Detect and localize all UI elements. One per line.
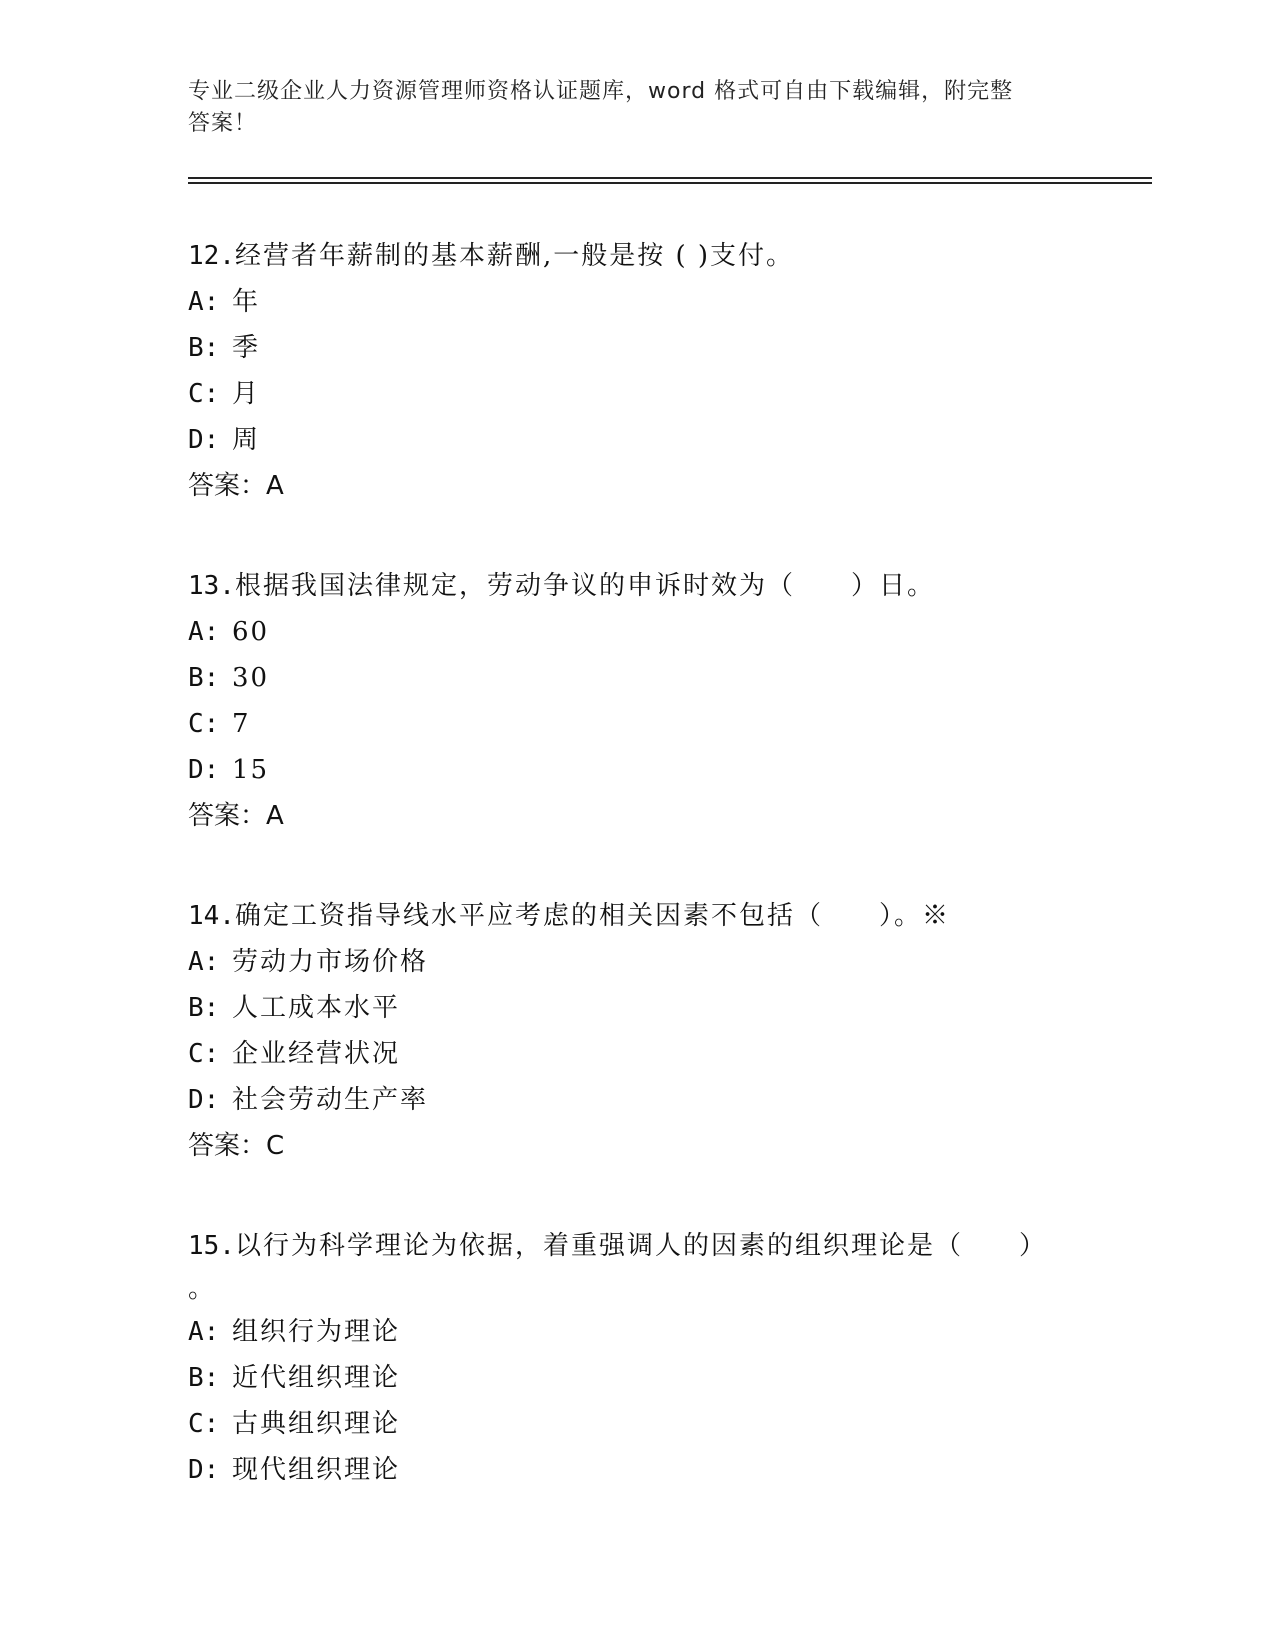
option-text: 人工成本水平 <box>232 993 401 1023</box>
question-title <box>188 233 1088 279</box>
answer-line: 答案：A <box>188 471 284 501</box>
option-key: A: <box>188 947 220 977</box>
header-line-1: 专业二级企业人力资源管理师资格认证题库，word 格式可自由下载编辑，附完整 <box>188 79 1014 104</box>
option-key: C: <box>188 709 220 739</box>
option-text: 15 <box>232 755 270 785</box>
option-text: 30 <box>232 663 270 693</box>
option-b <box>188 1355 1088 1401</box>
option-text: 月 <box>232 379 261 409</box>
option-c <box>188 371 1088 417</box>
option-d <box>188 1077 1088 1123</box>
option-key: B: <box>188 993 220 1023</box>
option-key: B: <box>188 333 220 363</box>
header-line-2: 答案！ <box>188 111 258 136</box>
option-key: D: <box>188 1455 220 1485</box>
option-key: A: <box>188 1317 220 1347</box>
question-15 <box>188 1223 1088 1493</box>
option-d <box>188 417 1088 463</box>
option-text: 周 <box>232 425 261 455</box>
question-13 <box>188 563 1088 839</box>
option-d <box>188 1447 1088 1493</box>
option-b <box>188 325 1088 371</box>
option-text: 7 <box>232 709 251 739</box>
question-title <box>188 563 1088 609</box>
question-number: 15. <box>188 1231 235 1261</box>
question-number: 14. <box>188 901 235 931</box>
option-a <box>188 279 1088 325</box>
option-key: C: <box>188 379 220 409</box>
question-text: 确定工资指导线水平应考虑的相关因素不包括（ ）。※ <box>234 901 950 931</box>
question-14 <box>188 893 1088 1169</box>
option-c <box>188 1031 1088 1077</box>
option-text: 社会劳动生产率 <box>232 1085 429 1115</box>
option-text: 季 <box>232 333 261 363</box>
question-text: 经营者年薪制的基本薪酬,一般是按 ( )支付。 <box>234 241 795 271</box>
question-list <box>188 233 1088 1547</box>
option-b <box>188 655 1088 701</box>
option-key: A: <box>188 617 220 647</box>
document-header <box>188 76 1068 140</box>
question-title <box>188 893 1088 939</box>
option-key: D: <box>188 1085 220 1115</box>
option-a <box>188 609 1088 655</box>
option-key: B: <box>188 663 220 693</box>
option-text: 近代组织理论 <box>232 1363 401 1393</box>
header-divider-top <box>188 177 1152 179</box>
option-a <box>188 1309 1088 1355</box>
option-text: 古典组织理论 <box>232 1409 401 1439</box>
question-text: 以行为科学理论为依据，着重强调人的因素的组织理论是（ ） <box>234 1231 1047 1261</box>
question-text: 根据我国法律规定，劳动争议的申诉时效为（ ）日。 <box>234 571 935 601</box>
option-key: C: <box>188 1409 220 1439</box>
option-c <box>188 1401 1088 1447</box>
answer-line: 答案：C <box>188 1131 285 1161</box>
option-key: B: <box>188 1363 220 1393</box>
question-number: 12. <box>188 241 235 271</box>
option-text: 年 <box>232 287 261 317</box>
option-text: 组织行为理论 <box>232 1317 401 1347</box>
option-text: 劳动力市场价格 <box>232 947 429 977</box>
question-number: 13. <box>188 571 235 601</box>
option-d <box>188 747 1088 793</box>
option-a <box>188 939 1088 985</box>
answer-line: 答案：A <box>188 801 284 831</box>
option-text: 企业经营状况 <box>232 1039 401 1069</box>
option-text: 现代组织理论 <box>232 1455 401 1485</box>
option-key: D: <box>188 755 220 785</box>
option-key: D: <box>188 425 220 455</box>
option-key: A: <box>188 287 220 317</box>
option-c <box>188 701 1088 747</box>
header-divider-bottom <box>188 182 1152 184</box>
question-text-continuation: 。 <box>188 1274 215 1304</box>
option-b <box>188 985 1088 1031</box>
option-key: C: <box>188 1039 220 1069</box>
question-12 <box>188 233 1088 509</box>
question-title <box>188 1223 1088 1269</box>
option-text: 60 <box>232 617 270 647</box>
